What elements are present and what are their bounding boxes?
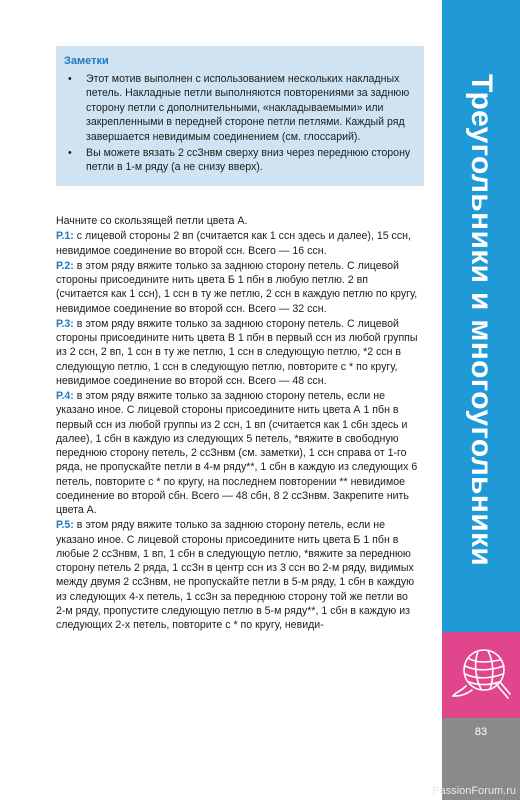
sidebar-title-band: [442, 0, 520, 632]
row-instruction: [56, 518, 420, 632]
notes-item: • Вы можете вязать 2 ссЗнвм сверху вниз через переднюю сторону петли в 1-м ряду (а не снизу вверх).: [64, 146, 414, 175]
row-text: с лицевой стороны 2 вп (считается как 1 ссн здесь и далее), 15 ссн, невидимое соединение во второй ссн. Всего — 16 ссн.: [56, 230, 411, 257]
row-label: Р.2:: [56, 259, 74, 272]
page-number: 83: [474, 726, 488, 738]
chapter-title: Треугольники и многоугольники: [465, 73, 498, 567]
sidebar-icon-band: [442, 632, 520, 718]
row-text: в этом ряду вяжите только за заднюю сторону петель, если не указано иное. С лицевой стороны присоедините нить цвета Б 1 пбн в любые 2 ссЗнвм, 1 вп, 1 сбн в следующую петлю, *вяжите за переднюю сторону петель 2 ряда, 1 ссЗн в центр ссн из 3 ссн во 2-м ряду, видимых между двумя 2 ссЗнвм, не пропускайте петли в 5-м ряду, 1 сбн в каждую из следующих 4-х петель, 1 ссЗн за переднюю сторону той же петли во 2-м ряду, пропустите следующую петлю в 5-м ряду**, 1 сбн в каждую из следующих 2-х петель, повторите с * по кругу, невиди-: [56, 519, 415, 631]
pattern-instructions: [56, 214, 420, 633]
notes-box: [56, 46, 424, 186]
row-label: Р.3:: [56, 317, 74, 330]
notes-title: Заметки: [64, 55, 109, 67]
row-text: в этом ряду вяжите только за заднюю сторону петель. С лицевой стороны присоедините нить цвета Б 1 пбн в любую петлю. 2 вп (считается как 1 ссн), 1 ссн в ту же петлю, 2 ссн в каждую петлю по кругу, невидимое соединение во второй ссн. Всего — 32 ссн.: [56, 259, 418, 315]
watermark: PassionForum.ru: [432, 785, 516, 797]
notes-item: • Этот мотив выполнен с использованием нескольких накладных петель. Накладные петли выполняются повторениями за заднюю сторону петли с дополнительными, «накладываемыми» или закрепленными в передней стороне петли петлями. Каждый ряд завершается невидимым соединением (см. глоссарий).: [64, 72, 414, 145]
row-instruction: [56, 317, 420, 388]
notes-list: [64, 72, 414, 175]
row-instruction: [56, 259, 420, 316]
row-instruction: [56, 229, 420, 258]
row-text: в этом ряду вяжите только за заднюю сторону петель. С лицевой стороны присоедините нить цвета В 1 пбн в первый ссн из любой группы из 2 ссн, 2 вп, 1 ссн в ту же петлю, 1 ссн в следующую петлю, *2 ссн в следующую петлю, 1 ссн в следующую петлю, повторите с * по кругу, невидимое соединение во второй ссн. Всего — 48 ссн.: [56, 317, 418, 387]
intro-text: Начните со скользящей петли цвета А.: [56, 215, 248, 227]
row-label: Р.4:: [56, 390, 74, 402]
row-instruction: [56, 389, 420, 517]
row-label: Р.1:: [56, 230, 74, 243]
row-text: в этом ряду вяжите только за заднюю сторону петель, если не указано иное. С лицевой стороны присоедините нить цвета А 1 пбн в первый ссн из любой группы из 2 ссн, 1 вп (считается как 1 сбн здесь и далее), 1 сбн в каждую из следующих 5 петель, *вяжите в свободную переднюю сторону петель, 2 ссЗнвм (см. заметки), 1 ссн справа от 1-го ряда, не пропускайте петли в 4-м ряду**, 1 сбн в каждую из следующих 6 петель, повторите с * по кругу, на последнем повторении ** невидимое соединение во второй сбн. Всего — 48 сбн, 8 2 ссЗнвм. Закрепите нить цвета А.: [56, 390, 418, 516]
row-label: Р.5:: [56, 519, 74, 532]
chapter-sidebar: [442, 0, 520, 800]
yarn-ball-icon: [448, 640, 514, 706]
